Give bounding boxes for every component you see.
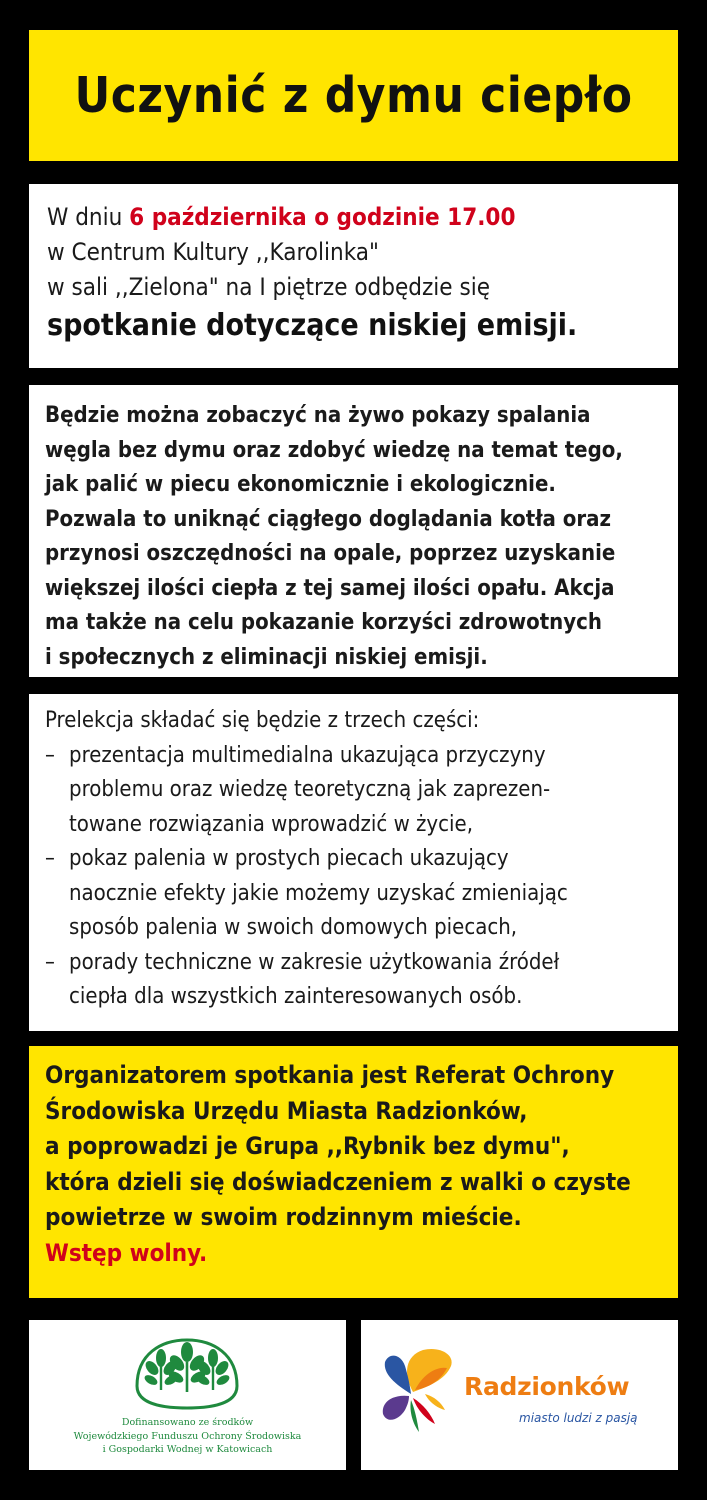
description-line: węgla bez dymu oraz zdobyć wiedzę na temat tego, <box>45 437 623 463</box>
description-line: większej ilości ciepła z tej samej ilości opału. Akcja <box>45 575 615 601</box>
program-item-line: towane rozwiązania wprowadzić w życie, <box>69 811 473 837</box>
program-item-line: pokaz palenia w prostych piecach ukazujący <box>69 846 509 871</box>
announcement-line-2: w Centrum Kultury ,,Karolinka" <box>47 238 379 266</box>
program-item-line: naocznie efekty jakie możemy uzyskać zmieniając <box>69 880 568 906</box>
leaves-icon <box>131 1334 243 1412</box>
fund-caption-line: Dofinansowano ze środków <box>121 1417 254 1428</box>
description-line: Będzie można zobaczyć na żywo pokazy spalania <box>45 403 591 428</box>
organizer-line: powietrze w swoim rodzinnym mieście. <box>45 1203 522 1231</box>
butterfly-icon <box>375 1344 465 1444</box>
list-dash: – <box>45 742 55 768</box>
description-line: Pozwala to uniknąć ciągłego doglądania kotła oraz <box>45 506 612 532</box>
program-item-advice <box>45 946 662 1015</box>
program-panel <box>29 694 678 1031</box>
city-name: Radzionków <box>464 1372 630 1401</box>
description-line: i społecznych z eliminacji niskiej emisji. <box>45 644 488 670</box>
organizer-line: Środowiska Urzędu Miasta Radzionków, <box>45 1096 528 1125</box>
program-item-line: sposób palenia w swoich domowych piecach, <box>69 915 518 940</box>
fund-caption-line: i Gospodarki Wodnej w Katowicach <box>102 1444 273 1455</box>
fund-caption <box>29 1416 346 1457</box>
page-title: Uczynić z dymu ciepło <box>74 67 633 124</box>
fund-logo <box>29 1320 346 1470</box>
free-entry-notice: Wstęp wolny. <box>45 1238 208 1267</box>
announcement-line-1 <box>47 200 660 235</box>
date-highlight: 6 października o godzinie 17.00 <box>129 203 516 231</box>
program-item-line: porady techniczne w zakresie użytkowania źródeł <box>69 949 560 975</box>
program-item-demo <box>45 842 662 946</box>
program-item-line: ciepła dla wszystkich zainteresowanych osób. <box>69 984 523 1009</box>
organizer-line: a poprowadzi je Grupa ,,Rybnik bez dymu", <box>45 1132 570 1160</box>
list-dash: – <box>45 846 55 871</box>
title-banner <box>29 30 678 161</box>
organizer-panel <box>29 1046 678 1298</box>
fund-caption-line: Wojewódzkiego Funduszu Ochrony Środowiska <box>73 1430 302 1442</box>
announcement-panel <box>29 184 678 368</box>
description-line: ma także na celu pokazanie korzyści zdrowotnych <box>45 610 602 635</box>
description-line: przynosi oszczędności na opale, poprzez uzyskanie <box>45 541 616 566</box>
program-intro: Prelekcja składać się będzie z trzech części: <box>45 708 480 733</box>
program-item-line: problemu oraz wiedzę teoretyczną jak zaprezen- <box>69 777 551 802</box>
program-item-presentation <box>45 739 662 843</box>
description-line: jak palić w piecu ekonomicznie i ekologicznie. <box>45 472 556 497</box>
program-list <box>45 739 662 1015</box>
organizer-line: która dzieli się doświadczeniem z walki o czyste <box>45 1167 631 1196</box>
announcement-headline: spotkanie dotyczące niskiej emisji. <box>47 308 578 343</box>
organizer-line: Organizatorem spotkania jest Referat Ochrony <box>45 1061 615 1089</box>
date-prefix: W dniu <box>47 203 130 231</box>
program-item-line: prezentacja multimedialna ukazująca przyczyny <box>69 742 546 768</box>
city-logo <box>361 1320 678 1470</box>
list-dash: – <box>45 949 55 975</box>
description-panel <box>29 385 678 677</box>
announcement-line-3: w sali ,,Zielona" na I piętrze odbędzie się <box>47 273 490 301</box>
city-tagline: miasto ludzi z pasją <box>519 1411 638 1425</box>
